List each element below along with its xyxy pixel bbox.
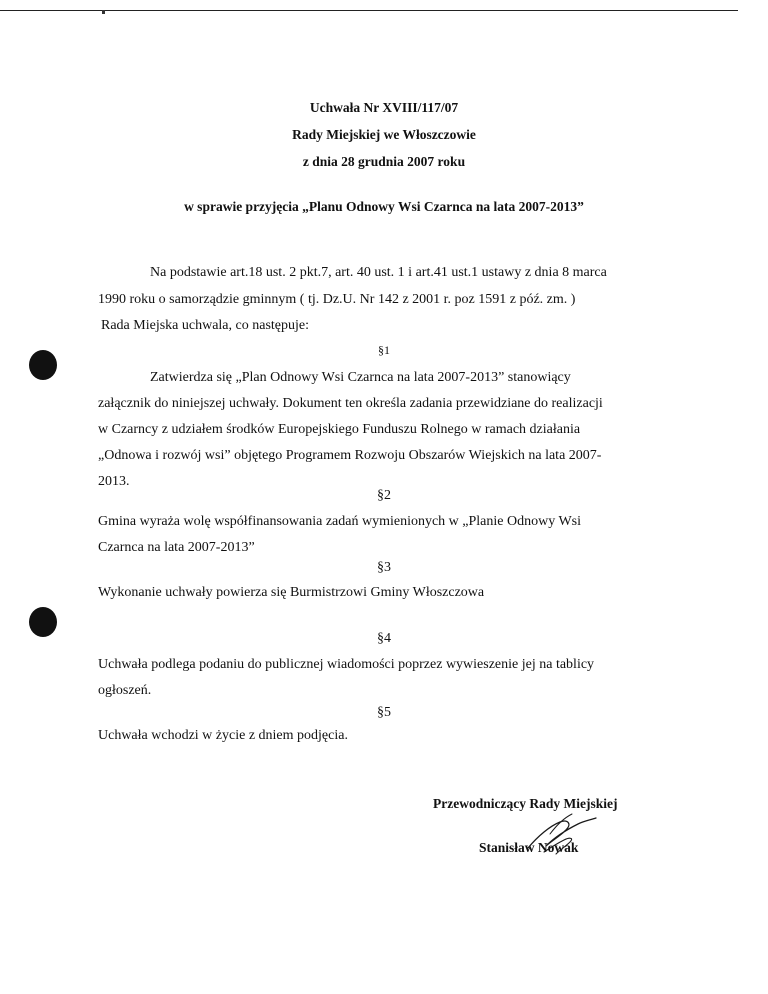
council-name: Rady Miejskiej we Włoszczowie (292, 127, 476, 142)
section-1-line: załącznik do niniejszej uchwały. Dokument ten określa zadania przewidziane do realizacji (98, 396, 603, 411)
section-sign-3: §3 (377, 560, 391, 575)
resolution-subject: w sprawie przyjęcia „Planu Odnowy Wsi Czarnca na lata 2007-2013” (184, 199, 584, 214)
section-1-line: w Czarncy z udziałem środków Europejskiego Funduszu Rolnego w ramach działania (98, 422, 581, 437)
signatory-title: Przewodniczący Rady Miejskiej (433, 796, 618, 811)
section-sign-1: §1 (378, 343, 390, 357)
section-4-line: Uchwała podlega podaniu do publicznej wiadomości poprzez wywieszenie jej na tablicy (98, 657, 595, 672)
top-border-line (0, 10, 738, 11)
section-sign-5: §5 (377, 705, 391, 720)
section-5-line: Uchwała wchodzi w życie z dniem podjęcia. (98, 728, 348, 743)
section-sign-4: §4 (377, 631, 391, 646)
section-sign-2: §2 (377, 488, 391, 503)
section-2-line: Czarnca na lata 2007-2013” (98, 540, 255, 555)
section-3-line: Wykonanie uchwały powierza się Burmistrzowi Gminy Włoszczowa (98, 585, 485, 600)
scan-mark (102, 10, 105, 14)
section-1-line: 2013. (98, 474, 130, 489)
resolution-number: Uchwała Nr XVIII/117/07 (309, 100, 459, 115)
preamble-line: Na podstawie art.18 ust. 2 pkt.7, art. 40 ust. 1 i art.41 ust.1 ustawy z dnia 8 marca (150, 265, 607, 280)
handwritten-signature (520, 808, 600, 868)
resolution-date: z dnia 28 grudnia 2007 roku (302, 154, 466, 169)
section-1-line: Zatwierdza się „Plan Odnowy Wsi Czarnca na lata 2007-2013” stanowiący (150, 370, 571, 385)
signatory-name: Stanisław Nowak (479, 840, 579, 855)
preamble-line: 1990 roku o samorządzie gminnym ( tj. Dz.U. Nr 142 z 2001 r. poz 1591 z póź. zm. ) (98, 292, 576, 307)
preamble-line: Rada Miejska uchwala, co następuje: (101, 318, 309, 333)
section-2-line: Gmina wyraża wolę współfinansowania zadań wymienionych w „Planie Odnowy Wsi (98, 514, 582, 529)
section-1-line: „Odnowa i rozwój wsi” objętego Programem Rozwoju Obszarów Wiejskich na lata 2007- (98, 448, 602, 463)
section-4-line: ogłoszeń. (98, 683, 152, 698)
